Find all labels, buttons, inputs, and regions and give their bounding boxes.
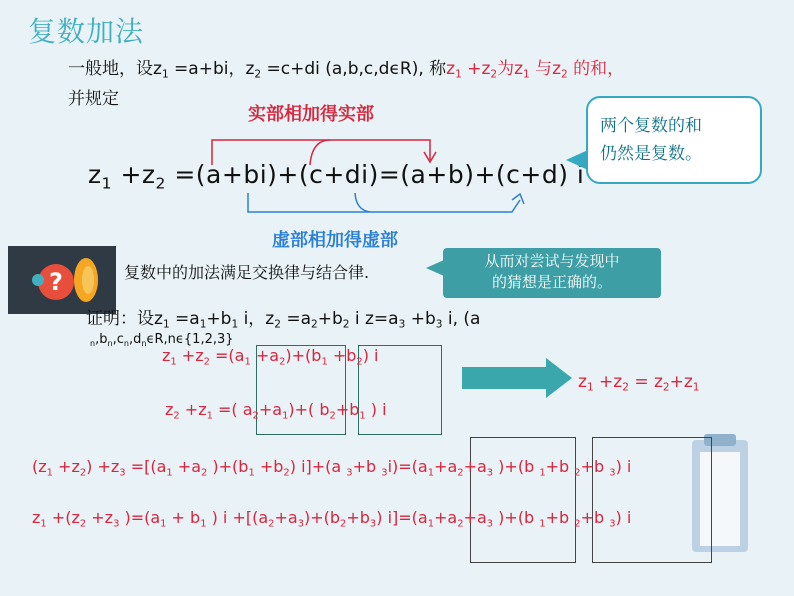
sub: 3 <box>486 467 494 479</box>
text: )+(b <box>285 346 322 365</box>
text: +a <box>434 457 458 476</box>
text: +b <box>346 508 370 527</box>
text: 与z <box>529 59 562 79</box>
sub: 2 <box>329 410 336 422</box>
sub: 1 <box>166 467 173 479</box>
sub: 1 <box>248 467 255 479</box>
sub: 2 <box>279 356 286 368</box>
imag-part-annotation: 虚部相加得虚部 <box>272 230 398 251</box>
text: =( a <box>212 400 253 419</box>
text: ) i <box>365 400 387 419</box>
sub: 2 <box>201 467 208 479</box>
conclusion-line: 从而对尝试与发现中 <box>484 252 620 270</box>
text: ) i <box>615 457 632 476</box>
sub: 1 <box>206 410 213 422</box>
real-part-annotation: 实部相加得实部 <box>248 104 374 125</box>
callout-line: 仍然是复数。 <box>600 144 702 164</box>
arrow-right-icon <box>462 367 548 389</box>
text: 为z <box>497 59 524 79</box>
text: )+(b <box>207 457 249 476</box>
text: +b <box>405 309 436 329</box>
text: +a <box>250 346 280 365</box>
sub: 2 <box>203 356 210 368</box>
sub: 2 <box>311 318 318 331</box>
text: z <box>162 346 171 365</box>
bubble-tail <box>426 260 444 276</box>
text: +b <box>580 508 610 527</box>
text: +z <box>112 160 156 189</box>
highlight-box-c <box>470 437 576 563</box>
sub: 1 <box>244 356 251 368</box>
sub: 1 <box>161 68 169 81</box>
intro-line-2: 并规定 <box>68 89 119 109</box>
sub: 2 <box>490 68 498 81</box>
sub: 2 <box>252 410 259 422</box>
text: ) i]+(a <box>289 457 347 476</box>
text: ) +z <box>86 457 120 476</box>
commutative-result <box>578 372 699 394</box>
text: =a <box>280 309 312 329</box>
sub: n <box>107 338 113 348</box>
text: z <box>578 372 587 392</box>
sub: 3 <box>369 518 377 530</box>
sub: 3 <box>435 318 443 331</box>
text: ) i]=(a <box>376 508 428 527</box>
text: =(a <box>209 346 245 365</box>
sub: 1 <box>160 518 167 530</box>
text: = z <box>628 372 663 392</box>
sub: 1 <box>321 356 328 368</box>
sub: n <box>141 338 147 348</box>
text: i)=(a <box>387 457 428 476</box>
callout-line: 两个复数的和 <box>600 116 702 136</box>
sub: 3 <box>119 467 126 479</box>
text: ) i <box>615 508 632 527</box>
text: +b <box>317 309 343 329</box>
svg-text:?: ? <box>49 268 63 296</box>
sub: 1 <box>162 318 170 331</box>
text: +a <box>172 457 201 476</box>
law-statement: 复数中的加法满足交换律与结合律. <box>124 263 370 282</box>
text: +b <box>335 400 360 419</box>
sub: 1 <box>523 68 530 81</box>
text: )+(b <box>493 508 540 527</box>
sub: 3 <box>486 518 494 530</box>
text: +z <box>593 372 623 392</box>
text: z <box>88 160 102 189</box>
text: +a <box>434 508 458 527</box>
callout-bubble <box>586 96 762 184</box>
sub: 2 <box>622 381 629 394</box>
text: +z <box>669 372 693 392</box>
sub: 2 <box>173 410 180 422</box>
sub: 1 <box>199 318 207 331</box>
text: +z <box>52 457 80 476</box>
conclusion-bubble <box>443 248 661 298</box>
sub: 1 <box>359 410 366 422</box>
sub: 2 <box>356 356 363 368</box>
sub: 3 <box>113 518 120 530</box>
text: +(z <box>46 508 80 527</box>
text: =(a+bi)+(c+di)=(a+b)+(c+d) i <box>165 160 585 189</box>
associative-eq-1 <box>32 457 631 478</box>
sub: 1 <box>427 518 435 530</box>
sub: 2 <box>574 518 581 530</box>
text: ,b <box>95 332 108 347</box>
sub: 1 <box>200 518 207 530</box>
sub: 2 <box>340 518 347 530</box>
associative-eq-2 <box>32 508 631 529</box>
commutative-eq-1 <box>162 346 379 367</box>
sub: 1 <box>427 467 435 479</box>
sum-equation <box>88 160 584 192</box>
text: +z <box>176 346 204 365</box>
sub: n <box>90 338 96 348</box>
text: +b <box>545 508 575 527</box>
sub: 2 <box>283 467 290 479</box>
text: +b <box>352 457 382 476</box>
sub: 3 <box>297 518 304 530</box>
sub: 2 <box>268 518 275 530</box>
sub: 3 <box>381 467 388 479</box>
sub: 1 <box>455 68 462 81</box>
text: 的和， <box>567 59 625 79</box>
text: +z <box>461 59 491 79</box>
proof-line <box>86 304 480 331</box>
sub: 2 <box>342 318 350 331</box>
sub: 1 <box>46 467 53 479</box>
text: )+(b <box>304 508 341 527</box>
sub: 2 <box>574 467 581 479</box>
sub: 1 <box>692 381 700 394</box>
text: ,d <box>129 332 142 347</box>
arrow-head <box>546 358 572 398</box>
text: +b <box>254 457 284 476</box>
text: =a+bi，z <box>168 59 255 79</box>
text: +b <box>327 346 357 365</box>
text: +a <box>463 457 487 476</box>
sub: 2 <box>79 518 87 530</box>
sub: 2 <box>662 381 670 394</box>
page-title: 复数加法 <box>28 15 145 48</box>
sub: 1 <box>539 467 546 479</box>
text: +a <box>258 400 283 419</box>
text: z <box>32 508 41 527</box>
imag-branch <box>355 193 370 212</box>
text: =[(a <box>125 457 167 476</box>
text: +a <box>274 508 298 527</box>
sub: 3 <box>398 318 406 331</box>
sub: 1 <box>40 518 47 530</box>
text: i，z <box>238 309 275 329</box>
text: ϵR,nϵ{1,2,3} <box>146 332 234 347</box>
highlight-box-d <box>592 437 712 563</box>
text: ) i <box>362 346 379 365</box>
text: +z <box>179 400 207 419</box>
sub: 2 <box>457 467 464 479</box>
sub: 2 <box>274 318 281 331</box>
commutative-eq-2 <box>165 400 387 421</box>
sub: 2 <box>561 68 568 81</box>
text: i, (a <box>442 309 481 329</box>
text: )=(a <box>119 508 161 527</box>
sub: 3 <box>609 467 616 479</box>
bubble-tail <box>566 150 588 170</box>
sub: 1 <box>539 518 546 530</box>
text: +b <box>545 457 575 476</box>
conclusion-line: 的猜想是正确的。 <box>491 273 612 291</box>
text: z <box>165 400 174 419</box>
sub: 2 <box>155 174 166 193</box>
text: z <box>446 59 456 79</box>
text: ) i +[(a <box>206 508 269 527</box>
text: +b <box>580 457 610 476</box>
text: )+( b <box>288 400 330 419</box>
text: )+(b <box>493 457 540 476</box>
imag-bracket <box>248 193 520 212</box>
sub: 3 <box>346 467 353 479</box>
text: ,c <box>112 332 124 347</box>
sub: 1 <box>282 410 289 422</box>
sub: 1 <box>170 356 177 368</box>
sub: 1 <box>101 174 112 193</box>
text: 证明：设z <box>86 309 163 329</box>
sub: n <box>123 338 129 348</box>
sub: 1 <box>231 318 239 331</box>
text: +b <box>206 309 232 329</box>
text: + b <box>166 508 201 527</box>
text: +z <box>86 508 114 527</box>
text: +a <box>463 508 487 527</box>
sub: 2 <box>79 467 87 479</box>
text: 一般地，设z <box>68 59 162 79</box>
sub: 3 <box>609 518 616 530</box>
sub: 2 <box>457 518 464 530</box>
text: (z <box>32 457 47 476</box>
text: =a <box>169 309 200 329</box>
sub: 1 <box>586 381 594 394</box>
text: =c+di (a,b,c,dϵR), 称 <box>261 59 447 79</box>
text: i z=a <box>349 309 399 329</box>
sub: 2 <box>254 68 262 81</box>
